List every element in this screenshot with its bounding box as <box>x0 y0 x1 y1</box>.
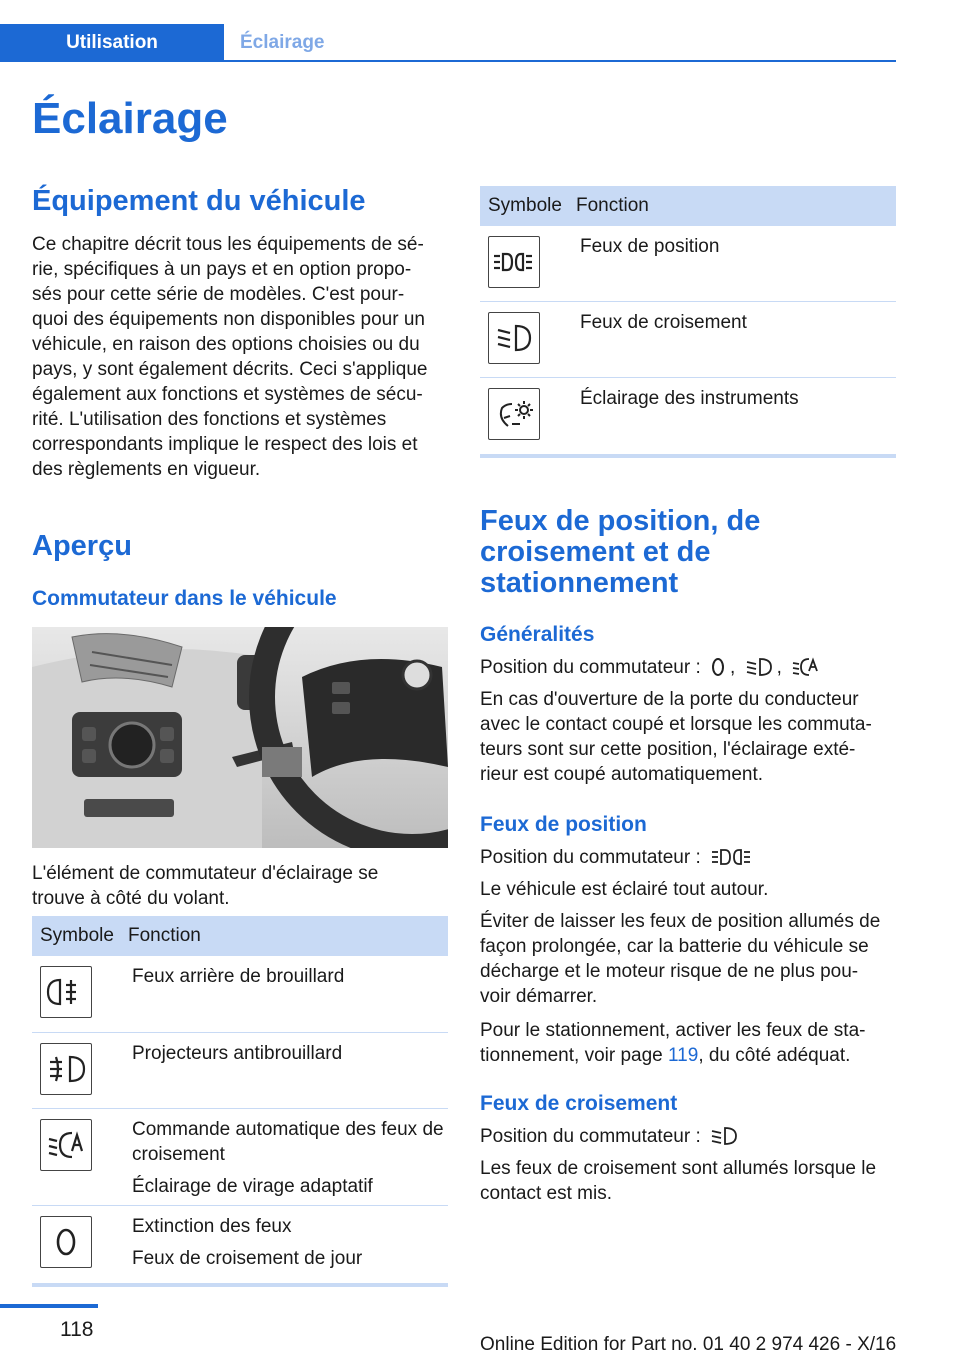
table-row: Commande automatique des feux de croisement Éclairage de virage adaptatif <box>32 1109 448 1206</box>
symbol-table-right <box>480 186 896 458</box>
feux-croisement-heading: Feux de croisement <box>480 1092 678 1115</box>
auto-headlight-icon <box>791 657 819 684</box>
feux-position-line1: Le véhicule est éclairé tout autour. <box>480 879 769 900</box>
table-row: Feux arrière de brouillard <box>32 956 448 1033</box>
lights-off-icon <box>710 657 726 684</box>
table-row: Extinction des feux Feux de croisement de jour <box>32 1206 448 1283</box>
lights-off-icon <box>40 1216 92 1268</box>
front-fog-light-icon <box>40 1043 92 1095</box>
feux-croisement-switch: Position du commutateur : <box>480 1124 898 1153</box>
rear-fog-light-icon <box>40 966 92 1018</box>
low-beam-icon <box>488 312 540 364</box>
page-link[interactable]: 119 <box>668 1045 699 1066</box>
feux-position-switch: Position du commutateur : <box>480 845 898 874</box>
edition-note: Online Edition for Part no. 01 40 2 974 426 - X/16 <box>480 1334 897 1355</box>
apercu-heading: Aperçu <box>32 530 132 562</box>
page-title: Éclairage <box>32 94 228 143</box>
low-beam-icon <box>745 657 773 684</box>
feux-position-parking: Pour le stationnement, activer les feux de sta‐ tionnement, voir page 119, du côté adéquat. <box>480 1020 866 1066</box>
generalites-position: Position du commutateur : , , <box>480 655 898 684</box>
light-switch-photo <box>32 627 448 848</box>
feux-position-warning: Éviter de laisser les feux de position allumés de façon prolongée, car la batterie du véhicule se décharge et le moteur risque de ne plus pou‐ voir démarrer. <box>480 911 881 1007</box>
low-beam-icon <box>710 1126 738 1153</box>
auto-headlight-icon <box>40 1119 92 1171</box>
equipment-heading: Équipement du véhicule <box>32 185 366 217</box>
table-header: Symbole Fonction <box>480 186 896 226</box>
section-heading: Feux de position, de croisement et de stationnement <box>480 505 761 599</box>
equipment-text: Ce chapitre décrit tous les équipements de sé‐ rie, spécifiques à un pays et en option propo‐ sés pour cette série de modèles. C'est pour‐ quoi des équipements non disponibles pour un véhicule, en raison des options choisies ou du pays, y sont également décrits. Ceci s'applique également aux fonctions et systèmes de sécu‐ rité. L'utilisation des fonctions et systèmes correspondants implique le respect des lois et des règlements en vigueur. <box>32 234 428 480</box>
generalites-heading: Généralités <box>480 623 595 646</box>
header-section-tab: Utilisation <box>0 24 224 62</box>
table-row: Projecteurs antibrouillard <box>32 1033 448 1109</box>
commutateur-heading: Commutateur dans le véhicule <box>32 587 337 610</box>
table-row: Feux de position <box>480 226 896 302</box>
generalites-text: En cas d'ouverture de la porte du conducteur avec le contact coupé et lorsque les commuta‐ teurs sont sur cette position, l'éclairage exté‐ rieur est coupé automatiquement. <box>480 689 872 785</box>
table-end-rule <box>32 1283 448 1287</box>
table-header: Symbole Fonction <box>32 916 448 956</box>
header-rule <box>224 60 896 62</box>
table-row: Éclairage des instruments <box>480 378 896 454</box>
instrument-lighting-icon <box>488 388 540 440</box>
footer-rule <box>0 1304 98 1308</box>
symbol-table-left <box>32 916 448 1287</box>
feux-croisement-text: Les feux de croisement sont allumés lorsque le contact est mis. <box>480 1158 877 1204</box>
parking-light-icon <box>710 847 754 874</box>
feux-position-heading: Feux de position <box>480 813 647 836</box>
photo-caption: L'élément de commutateur d'éclairage se trouve à côté du volant. <box>32 863 379 909</box>
header-chapter-tab: Éclairage <box>240 32 325 53</box>
page-number: 118 <box>60 1318 94 1341</box>
table-end-rule <box>480 454 896 458</box>
parking-light-icon <box>488 236 540 288</box>
table-row: Feux de croisement <box>480 302 896 378</box>
